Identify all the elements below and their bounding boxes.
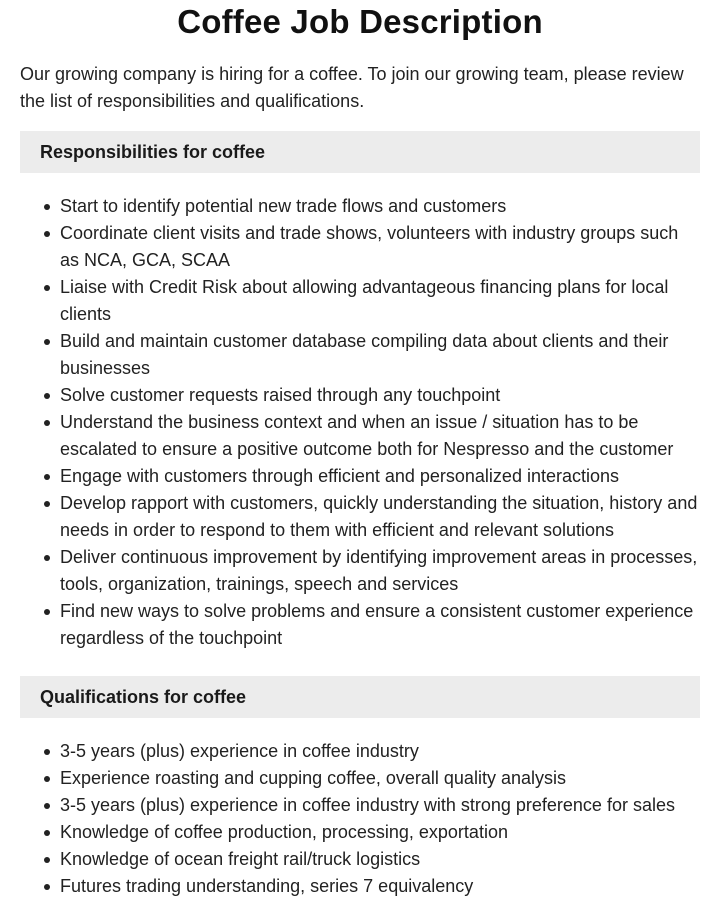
qualifications-list [20, 738, 700, 900]
list-item: 3-5 years (plus) experience in coffee industry with strong preference for sales [60, 792, 700, 819]
list-item: Solve customer requests raised through any touchpoint [60, 382, 700, 409]
intro-paragraph: Our growing company is hiring for a coffee. To join our growing team, please review the list of responsibilities and qualifications. [20, 64, 684, 111]
list-item: 3-5 years (plus) experience in coffee industry [60, 738, 700, 765]
list-item: Futures trading understanding, series 7 equivalency [60, 873, 700, 900]
list-item: Knowledge of coffee production, processing, exportation [60, 819, 700, 846]
list-item: Develop rapport with customers, quickly understanding the situation, history and needs in order to respond to them with efficient and relevant solutions [60, 490, 700, 544]
list-item: Understand the business context and when an issue / situation has to be escalated to ensure a positive outcome both for Nespresso and the customer [60, 409, 700, 463]
list-item: Start to identify potential new trade flows and customers [60, 193, 700, 220]
responsibilities-heading: Responsibilities for coffee [20, 131, 700, 173]
list-item: Experience roasting and cupping coffee, overall quality analysis [60, 765, 700, 792]
list-item: Engage with customers through efficient and personalized interactions [60, 463, 700, 490]
list-item: Find new ways to solve problems and ensure a consistent customer experience regardless of the touchpoint [60, 598, 700, 652]
list-item: Knowledge of ocean freight rail/truck logistics [60, 846, 700, 873]
list-item: Coordinate client visits and trade shows, volunteers with industry groups such as NCA, GCA, SCAA [60, 220, 700, 274]
page-title: Coffee Job Description [177, 3, 543, 40]
list-item: Build and maintain customer database compiling data about clients and their businesses [60, 328, 700, 382]
qualifications-heading: Qualifications for coffee [20, 676, 700, 718]
list-item: Deliver continuous improvement by identifying improvement areas in processes, tools, organization, trainings, speech and services [60, 544, 700, 598]
list-item: Liaise with Credit Risk about allowing advantageous financing plans for local clients [60, 274, 700, 328]
responsibilities-list [20, 193, 700, 652]
